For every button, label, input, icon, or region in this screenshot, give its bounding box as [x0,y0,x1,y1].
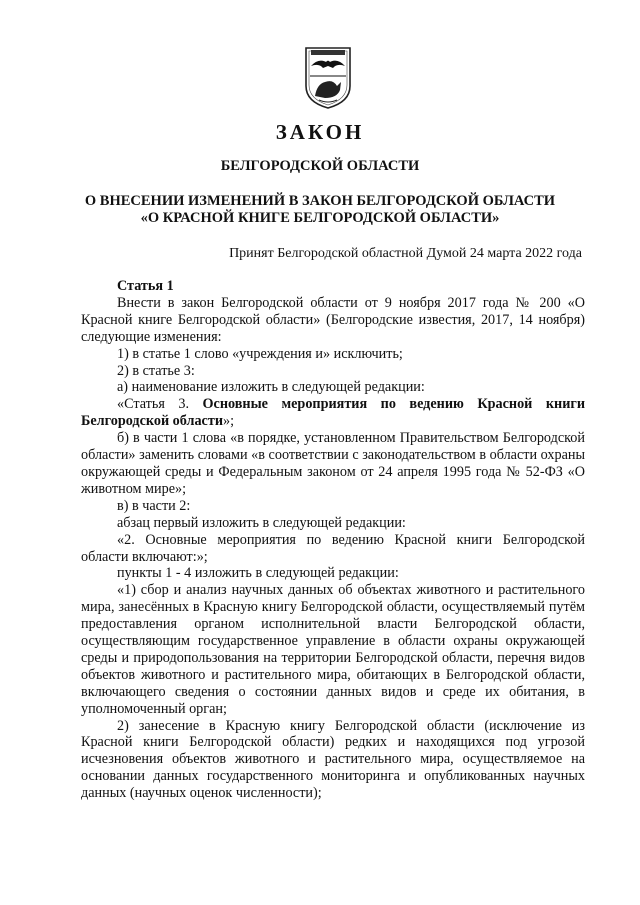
subject-line-2: «О КРАСНОЙ КНИГЕ БЕЛГОРОДСКОЙ ОБЛАСТИ» [140,210,500,226]
adoption-note: Принят Белгородской областной Думой 24 марта 2022 года [229,246,582,261]
region-title: БЕЛГОРОДСКОЙ ОБЛАСТИ [220,158,420,174]
paragraph [81,396,585,430]
article-heading: Статья 1 [117,278,174,294]
paragraph: Внести в закон Белгородской области от 9 ноября 2017 года № 200 «О Красной книге Белгородской области» (Белгородские известия, 2017, 14 ноября) следующие изменения: [81,294,585,345]
paragraph: б) в части 1 слова «в порядке, установленном Правительством Белгородской области» заменить словами «в соответствии с законодательством в области охраны окружающей среды и Федеральным законом от 24 апреля 1995 года № 52-ФЗ «О животном мире»; [81,430,585,497]
paragraph: 2) занесение в Красную книгу Белгородской области (исключение из Красной книги Белгородской области) редких и находящихся под угрозой исчезновения объектов животного и растительного мира, осуществляемое на основании данных государственного мониторинга и опубликованных научных данных (научных оценок численности); [81,717,585,802]
paragraph: «2. Основные мероприятия по ведению Красной книги Белгородской области включают:»; [81,531,585,565]
subject-line-1: О ВНЕСЕНИИ ИЗМЕНЕНИЙ В ЗАКОН БЕЛГОРОДСКОЙ ОБЛАСТИ [84,193,556,209]
law-title: ЗАКОН [275,120,365,144]
paragraph: «1) сбор и анализ научных данных об объектах животного и растительного мира, занесённых в Красную книгу Белгородской области, осуществляемый путём предоставления органом исполнительной власти Белгородской области, осуществляющим государственное управление в области охраны окружающей среды и природопользования на территории Белгородской области, перечня видов объектов животного и растительного мира, обитающих в Белгородской области, включающего сведения о состоянии данных видов и среде их обитания, в уполномоченный орган; [81,582,585,717]
paragraph: 2) в статье 3: [117,362,195,379]
law-body [81,278,585,802]
coat-of-arms-emblem [303,46,353,110]
quote-suffix: »; [223,413,235,430]
paragraph: а) наименование изложить в следующей редакции: [117,379,425,396]
paragraph: 1) в статье 1 слово «учреждения и» исключить; [117,345,403,362]
paragraph: пункты 1 - 4 изложить в следующей редакции: [117,565,399,582]
paragraph: абзац первый изложить в следующей редакции: [117,514,406,531]
paragraph: в) в части 2: [117,497,191,514]
quote-prefix: «Статья 3. [117,396,203,413]
law-subject [0,193,640,227]
quote-bold-title: Основные мероприятия по ведению Красной книги Белгородской области [81,396,585,430]
